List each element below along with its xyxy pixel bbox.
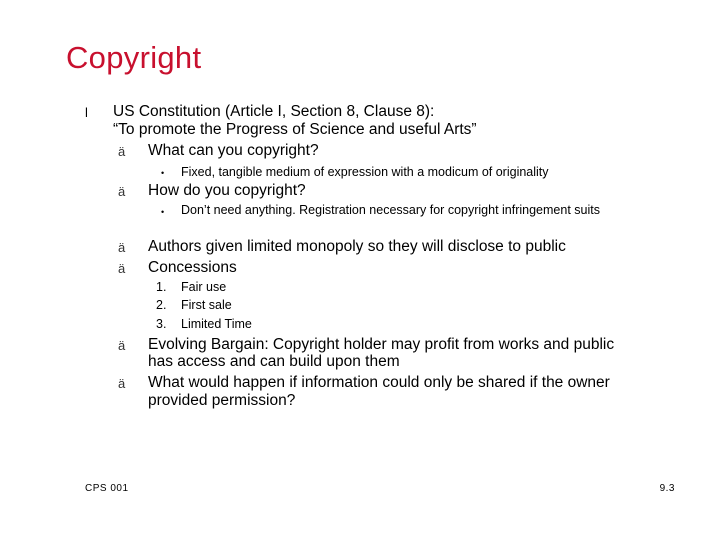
bullet-level3: • — [161, 168, 165, 178]
what-if-line2: provided permission? — [148, 392, 296, 409]
concession-item: Limited Time — [181, 317, 252, 331]
bullet-level2: ä — [118, 261, 126, 276]
footer-course: CPS 001 — [85, 483, 129, 494]
bullet-level1: l — [85, 105, 88, 120]
concession-item: Fair use — [181, 280, 227, 294]
list-number: 2. — [156, 298, 167, 312]
answer-what-copyright: Fixed, tangible medium of expression with a modicum of originality — [181, 165, 549, 179]
evolving-bargain-line1: Evolving Bargain: Copyright holder may profit from works and public — [148, 336, 615, 353]
question-what-copyright: What can you copyright? — [148, 142, 319, 159]
bullet-level2: ä — [118, 376, 126, 391]
concession-item: First sale — [181, 298, 232, 312]
bullet-level3: • — [161, 207, 165, 217]
limited-monopoly-text: Authors given limited monopoly so they will disclose to public — [148, 238, 566, 255]
answer-how-copyright: Don’t need anything. Registration necessary for copyright infringement suits — [181, 203, 600, 217]
evolving-bargain-line2: has access and can build upon them — [148, 353, 400, 370]
bullet-level2: ä — [118, 240, 126, 255]
list-number: 3. — [156, 317, 167, 331]
what-if-line1: What would happen if information could only be shared if the owner — [148, 374, 610, 391]
list-number: 1. — [156, 280, 167, 294]
main-point-line1: US Constitution (Article I, Section 8, Clause 8): — [113, 103, 435, 120]
bullet-level2: ä — [118, 144, 126, 159]
slide-title: Copyright — [66, 40, 202, 75]
concessions-label: Concessions — [148, 259, 237, 276]
bullet-level2: ä — [118, 184, 126, 199]
bullet-level2: ä — [118, 338, 126, 353]
footer-page-number: 9.3 — [659, 483, 675, 494]
question-how-copyright: How do you copyright? — [148, 182, 306, 199]
main-point-line2: “To promote the Progress of Science and useful Arts” — [113, 121, 477, 138]
